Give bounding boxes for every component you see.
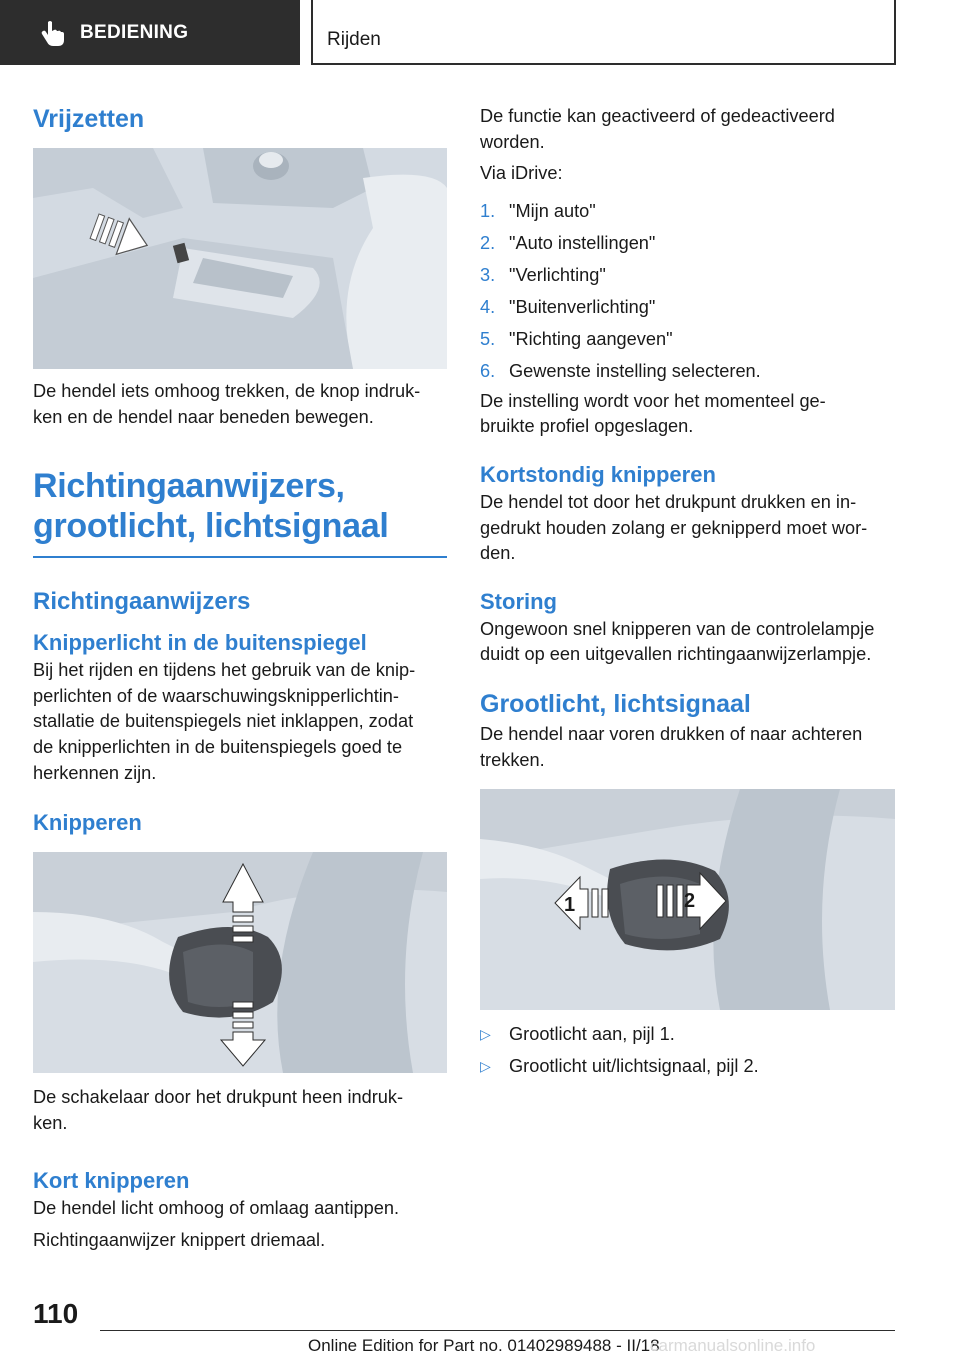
storing-text: Ongewoon snel knipperen van de controlelampje duidt op een uitgevallen richtingaanwijzerlampje.	[480, 618, 875, 665]
storing-heading: Storing	[480, 588, 557, 614]
instelling-text: De instelling wordt voor het momenteel ge- bruikte profiel opgeslagen.	[480, 390, 826, 437]
arrow-2-label: 2	[684, 890, 696, 913]
list-item: ▷ Grootlicht aan, pijl 1.	[480, 1018, 895, 1050]
high-beam-figure	[480, 789, 895, 1010]
knipperlicht-text: Bij het rijden en tijdens het gebruik van de knip- perlichten of de waarschuwingsknipperlichtin- stallatie de buitenspiegels niet inklappen, zodat de knipperlichten in de buitenspiegels goed te herkennen zijn.	[33, 660, 416, 783]
list-item: 2. "Auto instellingen"	[480, 232, 656, 253]
list-item: 3. "Verlichting"	[480, 264, 606, 285]
edition-note: Online Edition for Part no. 01402989488 - II/18	[308, 1336, 660, 1355]
list-item: 6. Gewenste instelling selecteren.	[480, 360, 761, 381]
vrijzetten-heading: Vrijzetten	[33, 105, 145, 133]
heading-rule	[33, 556, 447, 558]
chapter-tab	[311, 0, 896, 65]
main-heading: Richtingaanwijzers, grootlicht, lichtsignaal	[33, 467, 389, 546]
grootlicht-heading: Grootlicht, lichtsignaal	[480, 689, 751, 718]
watermark: carmanualsonline.info	[650, 1336, 816, 1355]
vrijzetten-text: De hendel iets omhoog trekken, de knop indruk- ken en de hendel naar beneden bewegen.	[33, 381, 421, 427]
list-item: ▷ Grootlicht uit/lichtsignaal, pijl 2.	[480, 1050, 895, 1082]
list-item: 4. "Buitenverlichting"	[480, 296, 656, 317]
knipperen-text: De schakelaar door het drukpunt heen indruk- ken.	[33, 1087, 404, 1133]
kort-knipperen-heading: Kort knipperen	[33, 1168, 190, 1194]
kort-knipperen-text-2: Richtingaanwijzer knippert driemaal.	[33, 1229, 326, 1250]
kort-knipperen-text-1: De hendel licht omhoog of omlaag aantippen.	[33, 1198, 400, 1219]
grootlicht-bullets	[480, 1018, 895, 1082]
grootlicht-text: De hendel naar voren drukken of naar achteren trekken.	[480, 723, 863, 770]
right-column	[480, 98, 895, 1082]
via-idrive-text: Via iDrive:	[480, 163, 563, 184]
indicator-stalk-figure	[33, 852, 447, 1073]
knipperlicht-heading: Knipperlicht in de buitenspiegel	[33, 630, 367, 656]
functie-text: De functie kan geactiveerd of gedeactiveerd worden.	[480, 106, 835, 152]
triangle-bullet-icon: ▷	[480, 1026, 491, 1043]
kortstondig-heading: Kortstondig knipperen	[480, 461, 716, 487]
hand-pointer-icon	[40, 20, 64, 46]
left-column	[33, 98, 447, 1254]
knipperen-heading: Knipperen	[33, 810, 142, 836]
list-item: 1. "Mijn auto"	[480, 200, 596, 221]
section-tab	[0, 0, 300, 65]
triangle-bullet-icon: ▷	[480, 1058, 491, 1075]
chapter-label: Rijden	[327, 29, 381, 50]
section-label: BEDIENING	[80, 21, 189, 43]
richtingaanwijzers-heading: Richtingaanwijzers	[33, 588, 251, 616]
kortstondig-text: De hendel tot door het drukpunt drukken en in- gedrukt houden zolang er geknipperd moet wor- den.	[480, 491, 868, 564]
idrive-steps	[480, 195, 895, 387]
page-number: 110	[33, 1298, 79, 1329]
footer-rule	[100, 1330, 895, 1331]
arrow-1-label: 1	[564, 894, 576, 917]
handbrake-figure	[33, 148, 447, 369]
list-item: 5. "Richting aangeven"	[480, 328, 673, 349]
